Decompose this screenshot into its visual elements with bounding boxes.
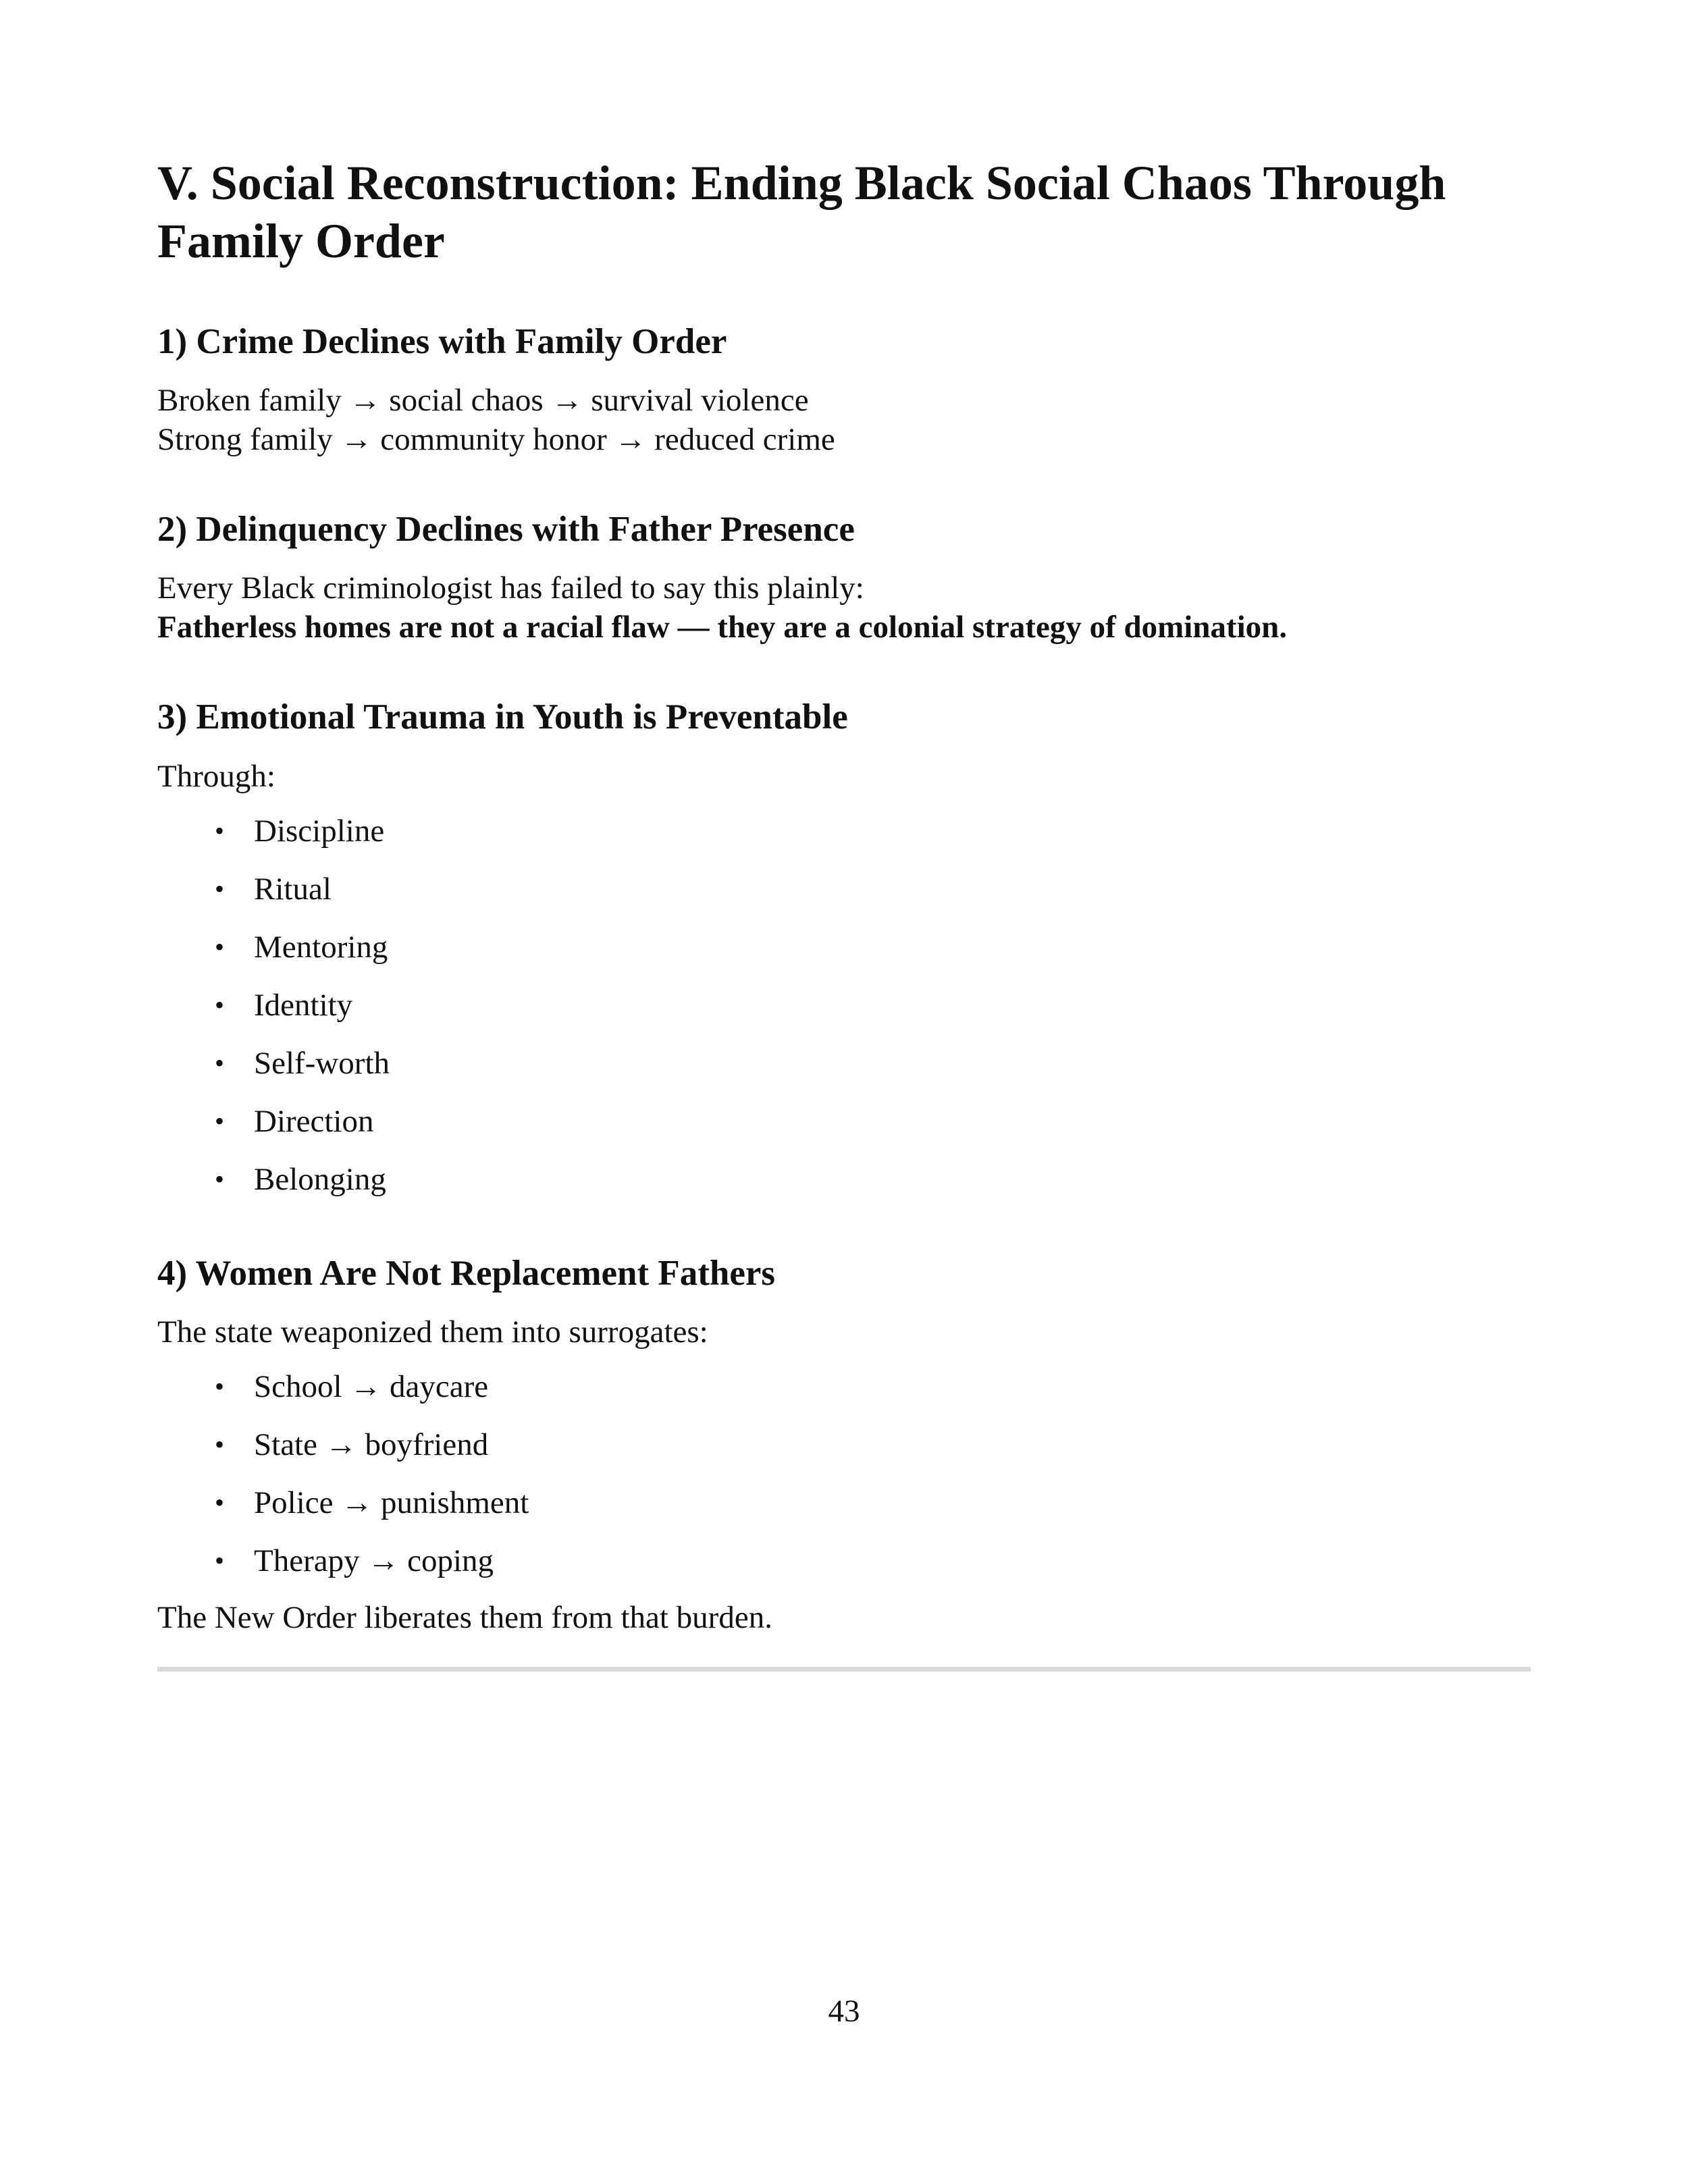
list-item-text: Ritual <box>254 872 332 907</box>
bullet-icon: • <box>215 1429 225 1460</box>
list-item-text: Direction <box>254 1104 374 1139</box>
list-item-text: Therapy → coping <box>254 1543 494 1578</box>
list-item-text: State → boyfriend <box>254 1427 489 1462</box>
bullet-icon: • <box>215 990 225 1020</box>
section-line: Strong family → community honor → reduced crime <box>157 422 835 457</box>
section-heading-delinquency: 2) Delinquency Declines with Father Presence <box>157 510 855 549</box>
bullet-icon: • <box>215 1106 225 1136</box>
section-heading-women: 4) Women Are Not Replacement Fathers <box>157 1254 776 1293</box>
list-item-text: Self-worth <box>254 1046 390 1081</box>
section-emphasis: Fatherless homes are not a racial flaw — they are a colonial strategy of domination. <box>157 610 1288 645</box>
bullet-icon: • <box>215 1164 225 1194</box>
section-intro: Every Black criminologist has failed to say this plainly: <box>157 570 864 606</box>
page-number: 43 <box>828 1994 860 2029</box>
list-item-text: Belonging <box>254 1162 386 1197</box>
bullet-icon: • <box>215 932 225 962</box>
list-item-text: Mentoring <box>254 930 388 965</box>
bullet-icon: • <box>215 1487 225 1518</box>
section-closing: The New Order liberates them from that burden. <box>157 1600 772 1635</box>
section-heading-trauma: 3) Emotional Trauma in Youth is Preventable <box>157 697 848 737</box>
list-item-text: Identity <box>254 988 353 1023</box>
bullet-icon: • <box>215 1371 225 1402</box>
bullet-icon: • <box>215 1545 225 1576</box>
bullet-icon: • <box>215 1048 225 1078</box>
section-heading-crime: 1) Crime Declines with Family Order <box>157 322 727 361</box>
horizontal-rule <box>157 1667 1531 1672</box>
bullet-icon: • <box>215 874 225 904</box>
list-item-text: Discipline <box>254 814 385 849</box>
document-page <box>157 0 1531 2184</box>
section-intro: The state weaponized them into surrogates: <box>157 1314 708 1350</box>
list-item-text: Police → punishment <box>254 1485 529 1520</box>
section-line: Broken family → social chaos → survival violence <box>157 383 809 418</box>
section-intro: Through: <box>157 759 275 794</box>
page-title: V. Social Reconstruction: Ending Black Social Chaos Through Family Order <box>157 156 1446 268</box>
bullet-icon: • <box>215 816 225 846</box>
list-item-text: School → daycare <box>254 1369 489 1404</box>
